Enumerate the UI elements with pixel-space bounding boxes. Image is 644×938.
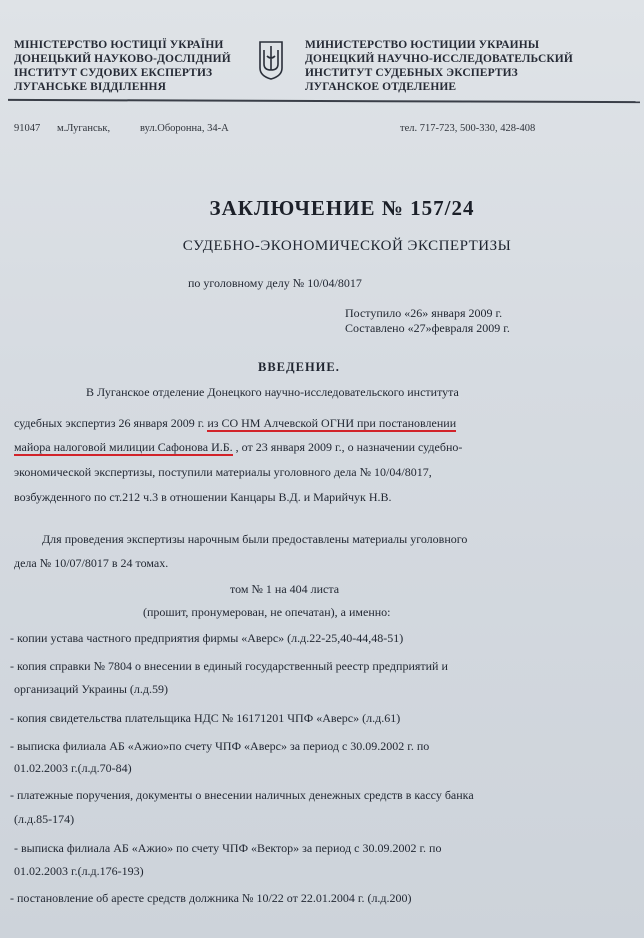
paragraph-line bbox=[14, 416, 456, 432]
list-item: - платежные поручения, документы о внесении наличных денежных средств в кассу банка bbox=[10, 788, 474, 802]
paragraph-text: , от 23 января 2009 г., о назначении судебно- bbox=[232, 440, 463, 454]
paragraph-line bbox=[14, 440, 462, 456]
case-number-line: по уголовному делу № 10/04/8017 bbox=[188, 276, 362, 290]
address-city: м.Луганськ, bbox=[57, 123, 111, 134]
document-subtitle: СУДЕБНО-ЭКОНОМИЧЕСКОЙ ЭКСПЕРТИЗЫ bbox=[182, 238, 512, 254]
paragraph-line: В Луганское отделение Донецкого научно-исследовательского института bbox=[86, 385, 459, 399]
paragraph-line: экономической экспертизы, поступили материалы уголовного дела № 10/04/8017, bbox=[14, 465, 432, 479]
list-item: 01.02.2003 г.(л.д.176-193) bbox=[14, 864, 144, 878]
header-right-line: МИНИСТЕРСТВО ЮСТИЦИИ УКРАИНЫ bbox=[305, 39, 540, 51]
paragraph-line: возбужденного по ст.212 ч.3 в отношении Канцары В.Д. и Марийчук Н.В. bbox=[14, 490, 392, 504]
address-zip: 91047 bbox=[14, 123, 41, 134]
address-street: вул.Оборонна, 34-А bbox=[140, 123, 229, 134]
header-left-ukrainian bbox=[14, 38, 254, 94]
list-item: - копия свидетельства плательщика НДС № 16171201 ЧПФ «Аверс» (л.д.61) bbox=[10, 711, 401, 725]
header-right-line: ИНСТИТУТ СУДЕБНЫХ ЭКСПЕРТИЗ bbox=[305, 67, 518, 79]
list-item: - постановление об аресте средств должника № 10/22 от 22.01.2004 г. (л.д.200) bbox=[10, 891, 412, 905]
list-item: - выписка филиала АБ «Ажио»по счету ЧПФ «Аверс» за период с 30.09.2002 г. по bbox=[10, 739, 430, 753]
intro-heading: ВВЕДЕНИЕ. bbox=[258, 360, 340, 374]
header-left-line: ДОНЕЦЬКИЙ НАУКОВО-ДОСЛІДНИЙ bbox=[14, 53, 231, 65]
volume-line: том № 1 на 404 листа bbox=[230, 582, 340, 596]
list-item: - копии устава частного предприятия фирмы «Аверс» (л.д.22-25,40-44,48-51) bbox=[10, 631, 404, 645]
header-left-line: ЛУГАНСЬКЕ ВІДДІЛЕННЯ bbox=[14, 81, 166, 93]
list-item: 01.02.2003 г.(л.д.70-84) bbox=[14, 761, 132, 775]
volume-note: (прошит, пронумерован, не опечатан), а именно: bbox=[143, 605, 391, 619]
header-right-russian bbox=[305, 38, 635, 94]
trident-emblem-icon bbox=[258, 40, 284, 80]
paragraph-line: дела № 10/07/8017 в 24 томах. bbox=[14, 556, 169, 570]
underlined-text: из СО НМ Алчевской ОГНИ при постановлении bbox=[207, 416, 457, 430]
header-right-line: ДОНЕЦКИЙ НАУЧНО-ИССЛЕДОВАТЕЛЬСКИЙ bbox=[305, 53, 573, 65]
list-item: (л.д.85-174) bbox=[14, 812, 75, 826]
header-left-line: МІНІСТЕРСТВО ЮСТИЦІЇ УКРАЇНИ bbox=[14, 39, 224, 51]
header-left-line: ІНСТИТУТ СУДОВИХ ЕКСПЕРТИЗ bbox=[14, 67, 213, 79]
document-title: ЗАКЛЮЧЕНИЕ № 157/24 bbox=[209, 196, 475, 220]
received-date: Поступило «26» января 2009 г. bbox=[345, 306, 503, 320]
address-phones: тел. 717-723, 500-330, 428-408 bbox=[400, 123, 536, 134]
list-item: - выписка филиала АБ «Ажио» по счету ЧПФ «Вектор» за период с 30.09.2002 г. по bbox=[14, 841, 442, 855]
paragraph-text: судебных экспертиз 26 января 2009 г. bbox=[14, 416, 208, 430]
list-item: организаций Украины (л.д.59) bbox=[14, 682, 169, 696]
header-divider bbox=[8, 99, 640, 103]
composed-date: Составлено «27»февраля 2009 г. bbox=[345, 321, 510, 335]
paragraph-line: Для проведения экспертизы нарочным были предоставлены материалы уголовного bbox=[42, 532, 468, 546]
header-right-line: ЛУГАНСКОЕ ОТДЕЛЕНИЕ bbox=[305, 81, 457, 93]
list-item: - копия справки № 7804 о внесении в единый государственный реестр предприятий и bbox=[10, 659, 448, 673]
dates-block bbox=[345, 306, 510, 336]
underlined-text: майора налоговой милиции Сафонова И.Б. bbox=[14, 440, 233, 454]
